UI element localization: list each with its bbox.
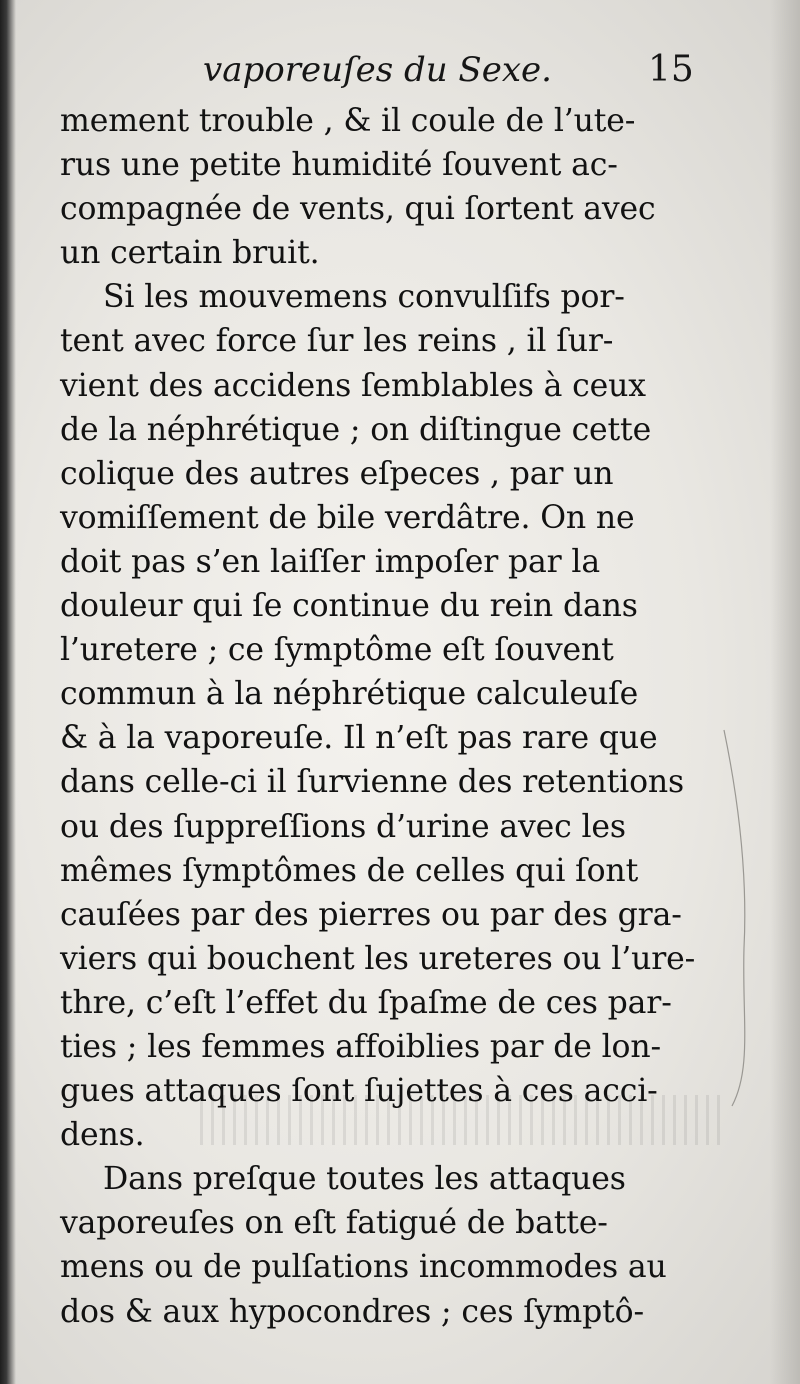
paragraph (60, 99, 710, 275)
paragraph (60, 1157, 710, 1333)
page-edge-shading (770, 0, 800, 1384)
text-line: colique des autres eſpeces , par un (60, 455, 614, 492)
text-line: cauſées par des pierres ou par des gra- (60, 896, 682, 933)
text-line: dos & aux hypocondres ; ces ſymptô- (60, 1293, 644, 1330)
body-text (60, 99, 710, 1334)
text-line: vient des accidens ſemblables à ceux (60, 367, 646, 404)
running-head: vaporeuſes du Sexe. (203, 50, 552, 90)
page-header (0, 44, 800, 104)
text-line: rus une petite humidité ſouvent ac- (60, 147, 618, 184)
page-number: 15 (648, 49, 694, 90)
text-line: commun à la néphrétique calculeuſe (60, 676, 639, 713)
spine-shadow (0, 0, 16, 1384)
text-line: vomiſſement de bile verdâtre. On ne (60, 499, 635, 536)
text-line: douleur qui ſe continue du rein dans (60, 588, 638, 625)
paragraph (60, 275, 710, 1157)
text-line: ties ; les femmes affoiblies par de lon- (60, 1028, 662, 1065)
text-line: thre, c’eſt l’effet du ſpaſme de ces par- (60, 984, 672, 1021)
text-line: doit pas s’en laiſſer impoſer par la (60, 543, 600, 580)
text-line: Dans preſque toutes les attaques (103, 1161, 626, 1198)
text-line: dans celle-ci il ſurvienne des retentions (60, 764, 685, 801)
text-line: dens. (60, 1117, 145, 1154)
text-line: tent avec force ſur les reins , il ſur- (60, 323, 614, 360)
text-line: de la néphrétique ; on diſtingue cette (60, 411, 652, 448)
text-line: l’uretere ; ce ſymptôme eſt ſouvent (60, 632, 614, 669)
pencil-margin-mark (718, 728, 758, 1108)
text-line: viers qui bouchent les ureteres ou l’ure- (60, 940, 696, 977)
text-line: ou des ſuppreſſions d’urine avec les (60, 808, 626, 845)
text-line: Si les mouvemens convulſifs por- (103, 279, 625, 316)
text-line: compagnée de vents, qui ſortent avec (60, 191, 656, 228)
text-line: vaporeuſes on eſt fatigué de batte- (60, 1205, 608, 1242)
text-line: mêmes ſymptômes de celles qui ſont (60, 852, 639, 889)
text-line: gues attaques ſont ſujettes à ces acci- (60, 1073, 658, 1110)
text-line: mement trouble , & il coule de l’ute- (60, 103, 636, 139)
text-line: mens ou de pulſations incommodes au (60, 1249, 667, 1286)
text-line: un certain bruit. (60, 235, 320, 272)
text-line: & à la vaporeuſe. Il n’eſt pas rare que (60, 720, 658, 757)
